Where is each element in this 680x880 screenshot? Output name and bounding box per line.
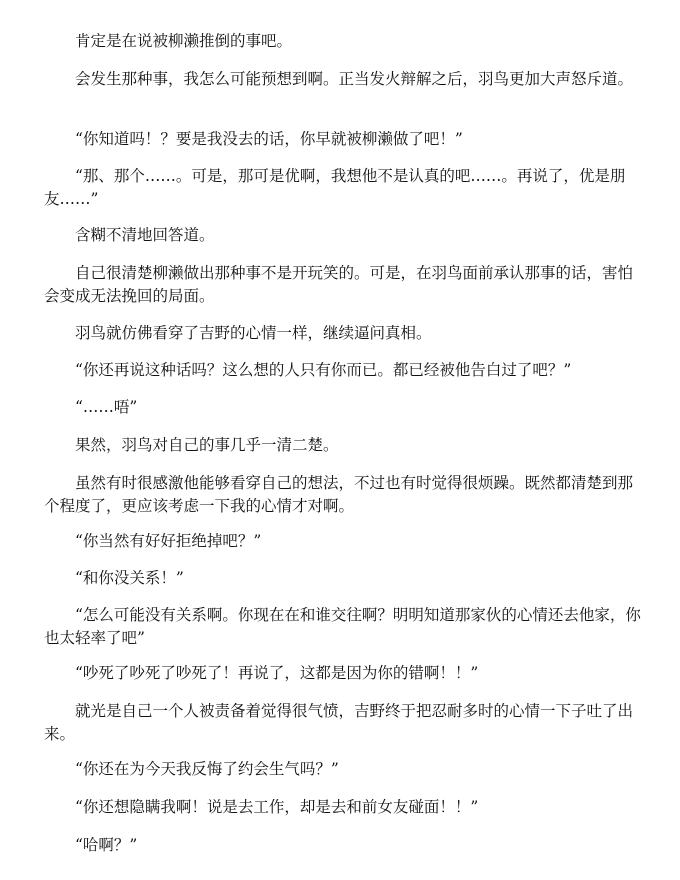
- paragraph-10: 果然，羽鸟对自己的事几乎一清二楚。: [75, 436, 339, 454]
- paragraph-9: “……唔”: [75, 398, 138, 416]
- paragraph-12: “你当然有好好拒绝掉吧？”: [75, 532, 262, 550]
- paragraph-17: “你还在为今天我反悔了约会生气吗？”: [75, 760, 339, 778]
- paragraph-5: 含糊不清地回答道。: [75, 226, 215, 244]
- paragraph-6: 自己很清楚柳濑做出那种事不是开玩笑的。可是，在羽鸟面前承认那事的话，害怕会变成无法挽回的局面。: [44, 264, 634, 305]
- paragraph-7: 羽鸟就仿佛看穿了吉野的心情一样，继续逼问真相。: [75, 324, 432, 342]
- paragraph-8: “你还再说这种话吗？这么想的人只有你而已。都已经被他告白过了吧？”: [75, 361, 572, 379]
- paragraph-3: “你知道吗！？要是我没去的话，你早就被柳濑做了吧！”: [75, 130, 463, 148]
- paragraph-11: 虽然有时很感激他能够看穿自己的想法，不过也有时觉得很烦躁。既然都清楚到那个程度了，更应该考虑一下我的心情才对啊。: [44, 474, 634, 515]
- paragraph-1: 肯定是在说被柳濑推倒的事吧。: [75, 32, 293, 50]
- paragraph-19: “哈啊？”: [75, 836, 138, 854]
- paragraph-4: “那、那个……。可是，那可是优啊，我想他不是认真的吧……。再说了，优是朋友……”: [44, 167, 626, 208]
- paragraph-14: “怎么可能没有关系啊。你现在在和谁交往啊？明明知道那家伙的心情还去他家，你也太轻率了吧”: [44, 606, 641, 647]
- paragraph-16: 就光是自己一个人被责备着觉得很气愤，吉野终于把忍耐多时的心情一下子吐了出来。: [44, 702, 634, 743]
- paragraph-15: “吵死了吵死了吵死了！再说了，这都是因为你的错啊！！”: [75, 664, 479, 682]
- paragraph-13: “和你没关系！”: [75, 569, 184, 587]
- paragraph-18: “你还想隐瞒我啊！说是去工作，却是去和前女友碰面！！”: [75, 798, 479, 816]
- paragraph-2: 会发生那种事，我怎么可能预想到啊。正当发火辩解之后，羽鸟更加大声怒斥道。: [75, 70, 634, 88]
